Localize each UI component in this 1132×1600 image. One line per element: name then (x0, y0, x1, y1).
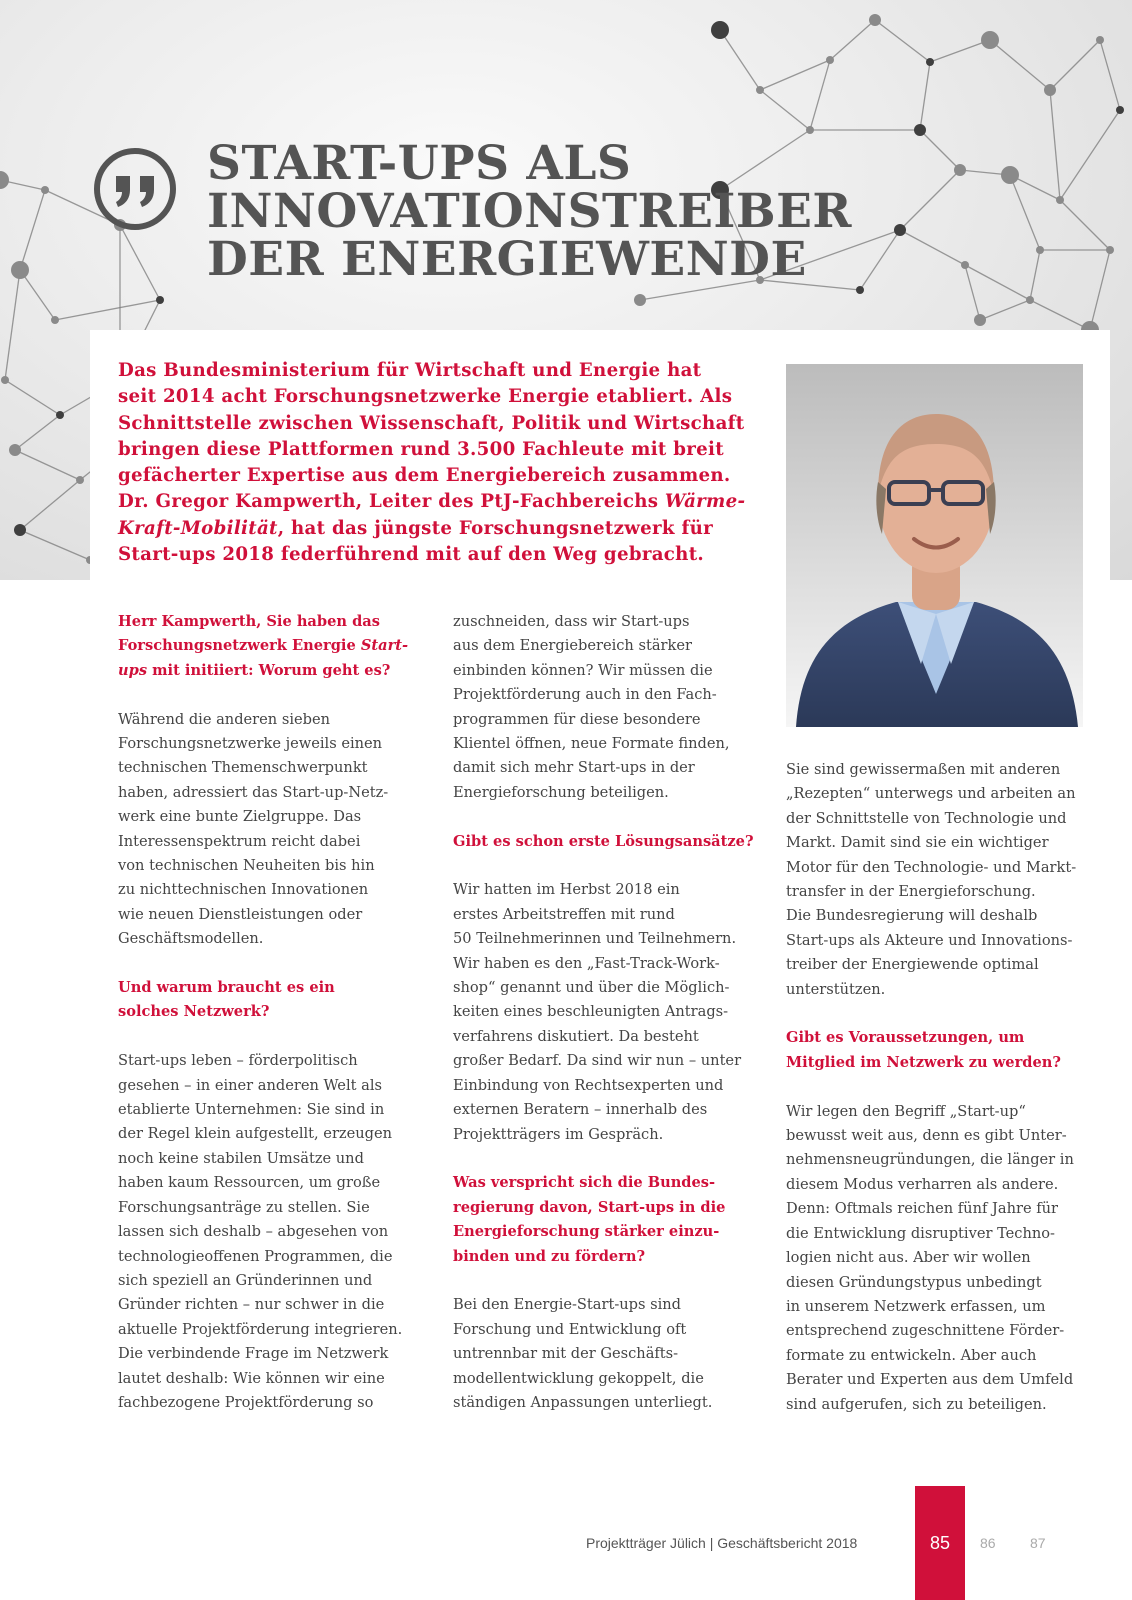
text-line: Einbindung von Rechtsexperten und (453, 1076, 724, 1094)
text-line: Forschungsanträge zu stellen. Sie (118, 1198, 370, 1216)
network-link (920, 62, 930, 130)
interview-answer (786, 1100, 1086, 1417)
text-line: erstes Arbeitstreffen mit rund (453, 905, 675, 923)
network-node (1001, 166, 1019, 184)
paragraph-gap (453, 854, 763, 878)
network-node (954, 164, 966, 176)
paragraph-gap (453, 1269, 763, 1293)
title-line: DER ENERGIEWENDE (207, 232, 807, 287)
text-line: Wir legen den Begriff „Start-up“ (786, 1102, 1026, 1120)
paragraph-gap (118, 1025, 418, 1049)
network-node (56, 411, 64, 419)
network-link (875, 20, 930, 62)
network-link (5, 270, 20, 380)
text-line: Energieforschung beteiligen. (453, 783, 669, 801)
interview-answer (118, 708, 418, 952)
lead-line: Kraft-Mobilität, hat das jüngste Forschungsnetzwerk für (118, 517, 713, 539)
text-line: unterstützen. (786, 980, 886, 998)
network-link (830, 20, 875, 60)
text-line: ups mit initiiert: Worum geht es? (118, 661, 391, 679)
text-line: sind aufgerufen, sich zu beteiligen. (786, 1395, 1047, 1413)
text-line: „Rezepten“ unterwegs und arbeiten an (786, 785, 1076, 803)
text-line: Start-ups leben – förderpolitisch (118, 1052, 358, 1070)
text-line: Denn: Oftmals reichen fünf Jahre für (786, 1200, 1059, 1218)
portrait-photo (786, 364, 1083, 727)
text-column-2 (453, 610, 763, 1415)
network-node (1, 376, 9, 384)
text-line: Forschungsnetzwerk Energie Start- (118, 637, 409, 655)
lead-italic: Kraft-Mobilität (118, 517, 278, 539)
text-line: zu nichttechnischen Innovationen (118, 881, 369, 899)
text-line: Projektförderung auch in den Fach- (453, 686, 717, 704)
network-node (1044, 84, 1056, 96)
text-line: technischen Themenschwerpunkt (118, 759, 368, 777)
text-line: damit sich mehr Start-ups in der (453, 759, 695, 777)
text-line: programmen für diese besondere (453, 710, 701, 728)
paragraph-gap (118, 952, 418, 976)
network-link (1030, 250, 1040, 300)
text-line: ständigen Anpassungen unterliegt. (453, 1393, 713, 1411)
network-node (0, 171, 9, 189)
lead-line: Schnittstelle zwischen Wissenschaft, Politik und Wirtschaft (118, 412, 745, 434)
text-line: zuschneiden, dass wir Start-ups (453, 613, 690, 630)
footer-text: Projektträger Jülich | Geschäftsbericht 2018 (586, 1535, 858, 1551)
network-node (756, 86, 764, 94)
text-line: Mitglied im Netzwerk zu werden? (786, 1053, 1061, 1071)
text-line: wie neuen Dienstleistungen oder (118, 905, 363, 923)
lead-line: gefächerter Expertise aus dem Energiebereich zusammen. (118, 465, 731, 487)
network-link (1060, 200, 1110, 250)
text-line: shop“ genannt und über die Möglich- (453, 979, 730, 997)
network-link (1090, 250, 1110, 330)
network-link (900, 170, 960, 230)
text-line: haben, adressiert das Start-up-Netz- (118, 783, 389, 801)
text-line: Klientel öffnen, neue Formate finden, (453, 735, 730, 753)
text-line: bewusst weit aus, denn es gibt Unter- (786, 1127, 1067, 1145)
text-line: Forschungsnetzwerke jeweils einen (118, 735, 383, 753)
network-link (900, 230, 965, 265)
text-line: Und warum braucht es ein (118, 979, 335, 997)
interview-question (118, 610, 418, 683)
text-line: nehmensneugründungen, die länger in (786, 1151, 1074, 1169)
network-node (1116, 106, 1124, 114)
text-line: großer Bedarf. Da sind wir nun – unter (453, 1052, 742, 1070)
network-node (41, 186, 49, 194)
network-link (15, 415, 60, 450)
text-line: einbinden können? Wir müssen die (453, 661, 713, 679)
paragraph-gap (453, 805, 763, 829)
text-line: Geschäftsmodellen. (118, 930, 264, 948)
lead-line: Das Bundesministerium für Wirtschaft und Energie hat (118, 360, 702, 381)
text-line: diesem Modus verharren als andere. (786, 1175, 1059, 1193)
text-line: lautet deshalb: Wie können wir eine (118, 1369, 385, 1387)
text-line: Gründer richten – nur schwer in die (118, 1296, 385, 1314)
network-node (869, 14, 881, 26)
network-link (20, 530, 90, 560)
network-node (156, 296, 164, 304)
network-link (810, 60, 830, 130)
text-line: Die verbindende Frage im Netzwerk (118, 1345, 389, 1363)
paragraph-gap (118, 683, 418, 707)
network-link (720, 30, 760, 90)
text-line: noch keine stabilen Umsätze und (118, 1149, 364, 1167)
text-line: logien nicht aus. Aber wir wollen (786, 1249, 1031, 1267)
text-line: Wir hatten im Herbst 2018 ein (453, 881, 680, 899)
text-line: Wir haben es den „Fast-Track-Work- (453, 954, 720, 972)
network-node (1096, 36, 1104, 44)
page-number-next[interactable]: 86 (980, 1535, 996, 1551)
page-title (207, 136, 907, 287)
text-line: solches Netzwerk? (118, 1003, 270, 1021)
network-node (926, 58, 934, 66)
network-link (20, 270, 55, 320)
text-line: Markt. Damit sind sie ein wichtiger (786, 834, 1049, 852)
interview-question (453, 1171, 763, 1269)
text-line: treiber der Energiewende optimal (786, 956, 1039, 974)
text-line: aus dem Energiebereich stärker (453, 637, 692, 655)
text-line: haben kaum Ressourcen, um große (118, 1174, 381, 1192)
network-link (1050, 90, 1060, 200)
text-line: etablierte Unternehmen: Sie sind in (118, 1101, 385, 1119)
interview-answer (786, 758, 1086, 1002)
network-link (1100, 40, 1120, 110)
text-line: Energieforschung stärker einzu- (453, 1223, 720, 1241)
text-line: fachbezogene Projektförderung so (118, 1393, 374, 1411)
network-node (711, 21, 729, 39)
interview-answer (453, 1293, 763, 1415)
title-line: START-UPS ALS (207, 136, 632, 191)
text-line: Projektträgers im Gespräch. (453, 1125, 664, 1143)
lead-line: bringen diese Plattformen rund 3.500 Fachleute mit breit (118, 438, 724, 460)
network-node (914, 124, 926, 136)
page-number-next[interactable]: 87 (1030, 1535, 1046, 1551)
paragraph-gap (786, 1075, 1086, 1099)
network-link (5, 380, 60, 415)
text-line: die Entwicklung disruptiver Techno- (786, 1224, 1055, 1242)
text-line: Forschung und Entwicklung oft (453, 1320, 687, 1338)
text-line: Sie sind gewissermaßen mit anderen (786, 761, 1061, 778)
text-line: Interessenspektrum reicht dabei (118, 832, 361, 850)
interview-question (453, 830, 763, 854)
network-link (990, 40, 1050, 90)
text-line: entsprechend zugeschnittene Förder- (786, 1322, 1065, 1340)
text-line: externen Beratern – innerhalb des (453, 1101, 708, 1119)
network-link (980, 300, 1030, 320)
lead-line: Dr. Gregor Kampwerth, Leiter des PtJ-Fachbereichs Wärme- (118, 491, 746, 513)
network-node (826, 56, 834, 64)
lead-paragraph (118, 358, 758, 568)
text-line: gesehen – in einer anderen Welt als (118, 1076, 382, 1094)
text-line: Gibt es Voraussetzungen, um (786, 1029, 1025, 1047)
network-node (1056, 196, 1064, 204)
network-link (920, 130, 960, 170)
page-number-current: 85 (929, 1533, 951, 1553)
network-node (856, 286, 864, 294)
network-node (961, 261, 969, 269)
text-line: Bei den Energie-Start-ups sind (453, 1296, 682, 1314)
network-link (1030, 300, 1090, 330)
text-column-3 (786, 758, 1086, 1417)
network-link (120, 225, 160, 300)
text-line: diesen Gründungstypus unbedingt (786, 1273, 1042, 1291)
text-line: 50 Teilnehmerinnen und Teilnehmern. (453, 930, 737, 948)
text-line: Herr Kampwerth, Sie haben das (118, 613, 380, 630)
text-line: technologieoffenen Programmen, die (118, 1247, 393, 1265)
interview-answer (118, 1049, 418, 1415)
text-line: Die Bundesregierung will deshalb (786, 907, 1038, 925)
text-line: regierung davon, Start-ups in die (453, 1198, 726, 1216)
network-node (51, 316, 59, 324)
network-node (76, 476, 84, 484)
text-line: Was verspricht sich die Bundes- (453, 1174, 716, 1192)
text-line: sich speziell an Gründerinnen und (118, 1271, 373, 1289)
network-node (1036, 246, 1044, 254)
text-line: von technischen Neuheiten bis hin (118, 857, 375, 875)
paragraph-gap (786, 1002, 1086, 1026)
network-node (981, 31, 999, 49)
title-line: INNOVATIONSTREIBER (207, 184, 852, 239)
interview-question (118, 976, 418, 1025)
text-line: der Schnittstelle von Technologie und (786, 809, 1067, 827)
text-line: werk eine bunte Zielgruppe. Das (118, 808, 362, 826)
quote-icon (92, 146, 178, 232)
network-node (1026, 296, 1034, 304)
network-node (11, 261, 29, 279)
paragraph-gap (453, 1147, 763, 1171)
lead-italic: Wärme- (664, 491, 746, 513)
network-link (1010, 175, 1040, 250)
text-line: Berater und Experten aus dem Umfeld (786, 1371, 1074, 1389)
text-line: verfahrens diskutiert. Da besteht (453, 1027, 699, 1045)
text-line: Während die anderen sieben (118, 710, 331, 728)
text-column-1 (118, 610, 418, 1415)
lead-line: Start-ups 2018 federführend mit auf den Weg gebracht. (118, 544, 705, 566)
network-link (55, 300, 160, 320)
text-line: Motor für den Technologie- und Markt- (786, 858, 1077, 876)
network-node (9, 444, 21, 456)
network-link (930, 40, 990, 62)
text-line: lassen sich deshalb – abgesehen von (118, 1223, 389, 1241)
network-link (965, 265, 1030, 300)
network-node (806, 126, 814, 134)
text-line: modellentwicklung gekoppelt, die (453, 1369, 704, 1387)
network-link (20, 190, 45, 270)
interview-answer (453, 878, 763, 1146)
text-line: aktuelle Projektförderung integrieren. (118, 1320, 403, 1338)
text-line: in unserem Netzwerk erfassen, um (786, 1297, 1046, 1315)
text-line: binden und zu fördern? (453, 1247, 646, 1265)
text-line: keiten eines beschleunigten Antrags- (453, 1003, 729, 1021)
text-line: untrennbar mit der Geschäfts- (453, 1345, 679, 1363)
network-node (14, 524, 26, 536)
text-line: Gibt es schon erste Lösungsansätze? (453, 832, 754, 850)
network-link (760, 60, 830, 90)
network-link (1060, 110, 1120, 200)
text-line: Start-ups als Akteure und Innovations- (786, 931, 1073, 949)
network-link (20, 480, 80, 530)
network-link (15, 450, 80, 480)
network-node (1106, 246, 1114, 254)
text-line: formate zu entwickeln. Aber auch (786, 1346, 1037, 1364)
network-node (634, 294, 646, 306)
text-line: der Regel klein aufgestellt, erzeugen (118, 1125, 393, 1143)
network-node (974, 314, 986, 326)
interview-question (786, 1026, 1086, 1075)
text-line: transfer in der Energieforschung. (786, 883, 1036, 901)
interview-answer (453, 610, 763, 805)
network-link (965, 265, 980, 320)
network-link (1050, 40, 1100, 90)
network-link (760, 90, 810, 130)
lead-line: seit 2014 acht Forschungsnetzwerke Energie etabliert. Als (118, 386, 733, 408)
